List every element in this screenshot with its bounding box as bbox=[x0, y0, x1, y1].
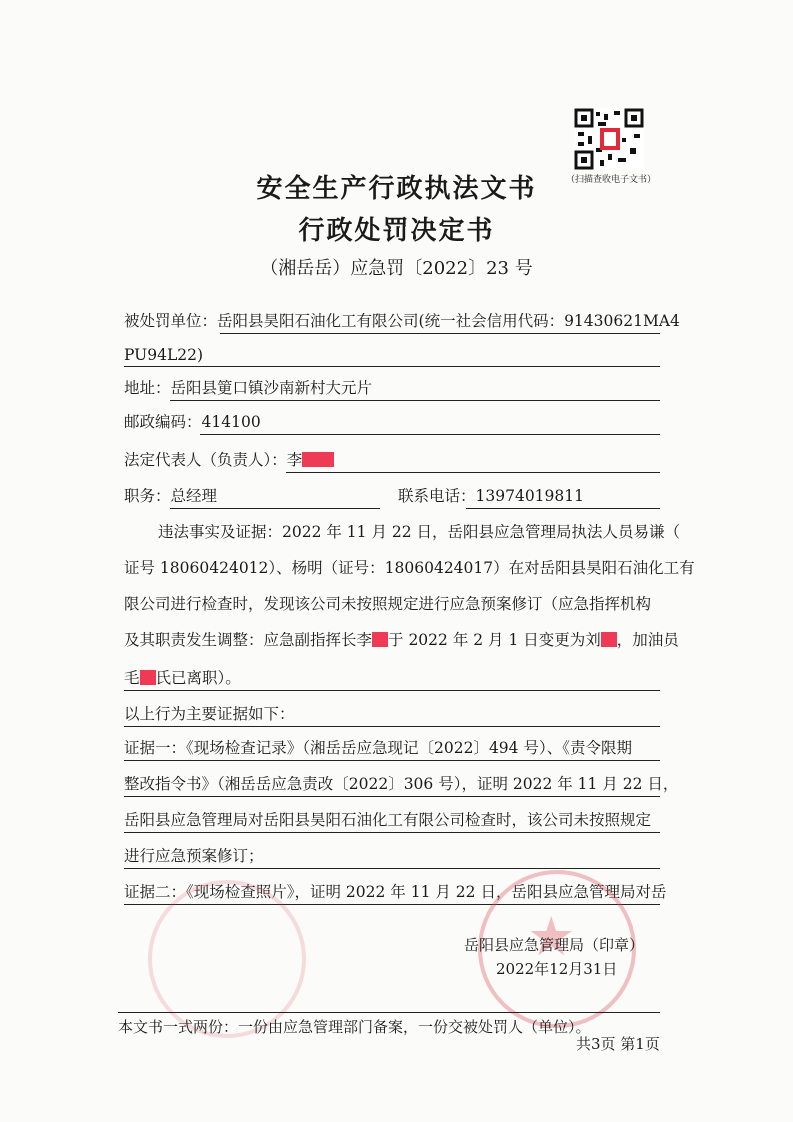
document-number: （湘岳岳）应急罚〔2022〕23 号 bbox=[260, 258, 533, 279]
underline bbox=[466, 508, 660, 509]
underline bbox=[124, 726, 660, 727]
facts-line-4b: 于 2022 年 2 月 1 日变更为刘 bbox=[388, 631, 601, 649]
underline bbox=[170, 400, 660, 401]
phone-value: 13974019811 bbox=[475, 487, 584, 505]
legal-rep-label: 法定代表人（负责人）： bbox=[124, 451, 287, 469]
redaction-mark bbox=[372, 632, 388, 647]
facts-line-5 bbox=[124, 666, 241, 690]
evidence-1-line-2: 整改指令书》（湘岳岳应急责改〔2022〕306 号），证明 2022 年 11 月 22 日， bbox=[124, 775, 679, 793]
document-category-title: 安全生产行政执法文书 bbox=[256, 174, 537, 204]
facts-line-4c: ，加油员 bbox=[616, 631, 679, 649]
party-row-continued bbox=[124, 343, 203, 367]
underline bbox=[170, 508, 380, 509]
page-number: 共3页 第1页 bbox=[576, 1035, 660, 1053]
evidence-1-line-4: 进行应急预案修订； bbox=[124, 847, 264, 865]
facts-line-5b: 氏已离职）。 bbox=[155, 669, 241, 687]
phone-row bbox=[398, 484, 584, 508]
postcode-value: 414100 bbox=[201, 413, 261, 431]
legal-rep-value: 李 bbox=[286, 451, 303, 469]
party-label: 被处罚单位： bbox=[124, 312, 218, 330]
qr-caption: （扫描查收电子文书） bbox=[566, 175, 657, 185]
party-value: 岳阳县昊阳石油化工有限公司(统一社会信用代码：91430621MA4 bbox=[217, 312, 680, 330]
position-row bbox=[124, 484, 217, 508]
address-value: 岳阳县筻口镇沙南新村大元片 bbox=[170, 379, 373, 397]
underline bbox=[200, 434, 660, 435]
facts-line-4 bbox=[124, 628, 679, 652]
address-row bbox=[124, 376, 372, 400]
underline bbox=[124, 832, 660, 833]
underline bbox=[124, 796, 660, 797]
postcode-label: 邮政编码： bbox=[124, 413, 202, 431]
party-row bbox=[124, 309, 680, 333]
underline bbox=[124, 868, 660, 869]
evidence-1-line-1: 证据一：《现场检查记录》（湘岳岳应急现记〔2022〕494 号）、《责令限期 bbox=[124, 739, 632, 757]
seal-star-icon: ★ bbox=[527, 905, 576, 968]
issue-date: 2022年12月31日 bbox=[496, 960, 618, 978]
evidence-1-line-3: 岳阳县应急管理局对岳阳县昊阳石油化工有限公司检查时，该公司未按照规定 bbox=[124, 811, 652, 829]
facts-line-1: 违法事实及证据：2022 年 11 月 22 日，岳阳县应急管理局执法人员易谦（ bbox=[158, 523, 681, 541]
address-label: 地址： bbox=[124, 379, 171, 397]
document-title: 行政处罚决定书 bbox=[298, 216, 495, 246]
underline bbox=[124, 366, 660, 367]
redaction-mark bbox=[601, 632, 617, 647]
position-value: 总经理 bbox=[170, 487, 218, 505]
evidence-2-line-1: 证据二：《现场检查照片》，证明 2022 年 11 月 22 日，岳阳县应急管理局对岳 bbox=[124, 883, 667, 901]
underline bbox=[220, 333, 660, 334]
issuer-name: 岳阳县应急管理局（印章） bbox=[464, 936, 645, 954]
party-value-continued: PU94L22) bbox=[124, 346, 204, 364]
postcode-row bbox=[124, 410, 261, 434]
footer-divider bbox=[118, 1012, 660, 1013]
qr-code bbox=[574, 108, 644, 170]
footer-note: 本文书一式两份：一份由应急管理部门备案，一份交被处罚人（单位）。 bbox=[118, 1018, 591, 1036]
underline bbox=[124, 690, 660, 691]
redaction-mark bbox=[302, 452, 334, 467]
facts-line-5a: 毛 bbox=[124, 669, 140, 687]
underline bbox=[124, 760, 660, 761]
facts-line-4a: 及其职责发生调整：应急副指挥长李 bbox=[124, 631, 373, 649]
underline bbox=[286, 472, 660, 473]
phone-label: 联系电话： bbox=[398, 487, 476, 505]
position-label: 职务： bbox=[124, 487, 171, 505]
legal-rep-row bbox=[124, 448, 334, 472]
facts-line-3: 限公司进行检查时，发现该公司未按照规定进行应急预案修订（应急指挥机构 bbox=[124, 595, 652, 613]
faint-seal bbox=[148, 880, 306, 1038]
evidence-intro: 以上行为主要证据如下： bbox=[124, 705, 295, 723]
facts-line-2: 证号 18060424012）、杨明（证号：18060424017）在对岳阳县昊阳石油化工有 bbox=[124, 559, 695, 577]
redaction-mark bbox=[140, 670, 156, 685]
